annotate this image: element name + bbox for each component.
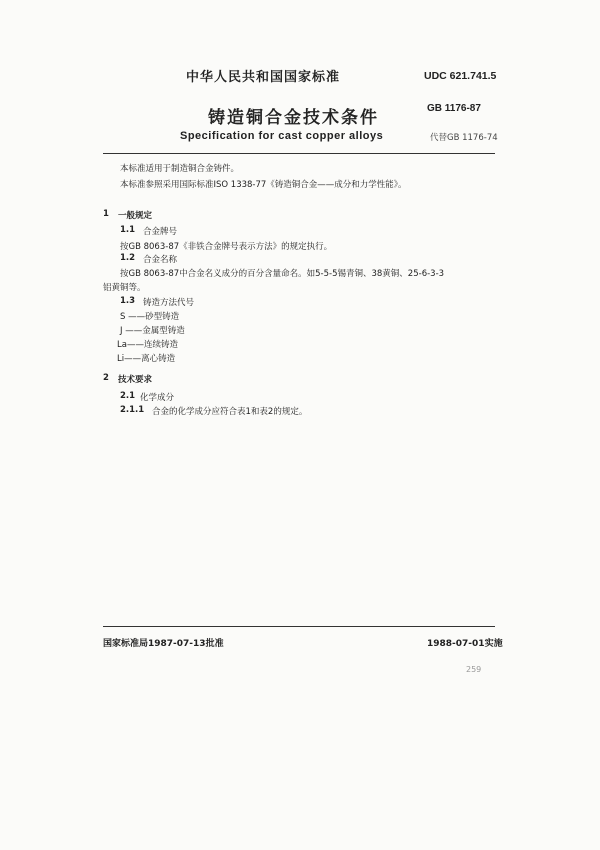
bottom-divider (103, 626, 495, 627)
section-1-1-title: 合金牌号 (143, 227, 178, 237)
effective-date: 1988-07-01实施 (427, 639, 503, 649)
section-2-number: 2 (103, 373, 109, 383)
method-sand: S ——砂型铸造 (120, 312, 180, 322)
method-continuous: La——连续铸造 (117, 340, 178, 350)
section-1-3-number: 1.3 (120, 296, 136, 306)
intro-paragraph-2: 本标准参照采用国际标准ISO 1338-77《铸造铜合金——成分和力学性能》。 (120, 180, 407, 190)
gb-code: GB 1176-87 (427, 103, 481, 114)
intro-paragraph-1: 本标准适用于制造铜合金铸件。 (120, 164, 240, 174)
page-title: 铸造铜合金技术条件 (208, 108, 379, 128)
section-1-title: 一般规定 (118, 211, 153, 221)
section-1-2-text-continued: 铝黄铜等。 (103, 283, 146, 293)
section-2-1-1-text: 合金的化学成分应符合表1和表2的规定。 (152, 407, 308, 417)
section-2-1-1-number: 2.1.1 (120, 405, 145, 415)
section-1-3-title: 铸造方法代号 (143, 298, 195, 308)
issue-date: 国家标准局1987-07-13批准 (103, 639, 224, 649)
section-2-title: 技术要求 (118, 375, 153, 385)
standard-name: 中华人民共和国国家标准 (186, 70, 341, 85)
replaces-note: 代替GB 1176-74 (430, 133, 498, 143)
top-divider (103, 153, 495, 154)
method-centrifugal: Li——离心铸造 (117, 354, 176, 364)
section-1-2-number: 1.2 (120, 253, 136, 263)
section-1-2-title: 合金名称 (143, 255, 178, 265)
section-1-1-number: 1.1 (120, 225, 136, 235)
section-1-2-text: 按GB 8063-87中合金名义成分的百分含量命名。如5-5-5锡青铜、38黄铜、25-6-3-3 (120, 269, 445, 279)
section-2-1-title: 化学成分 (140, 393, 175, 403)
section-2-1-number: 2.1 (120, 391, 136, 401)
method-metal: J ——金属型铸造 (120, 326, 185, 336)
english-title: Specification for cast copper alloys (180, 130, 384, 142)
udc-code: UDC 621.741.5 (424, 70, 497, 82)
page-number: 259 (466, 665, 482, 674)
section-1-1-text: 按GB 8063-87《非铁合金牌号表示方法》的规定执行。 (120, 242, 333, 252)
section-1-number: 1 (103, 209, 109, 219)
